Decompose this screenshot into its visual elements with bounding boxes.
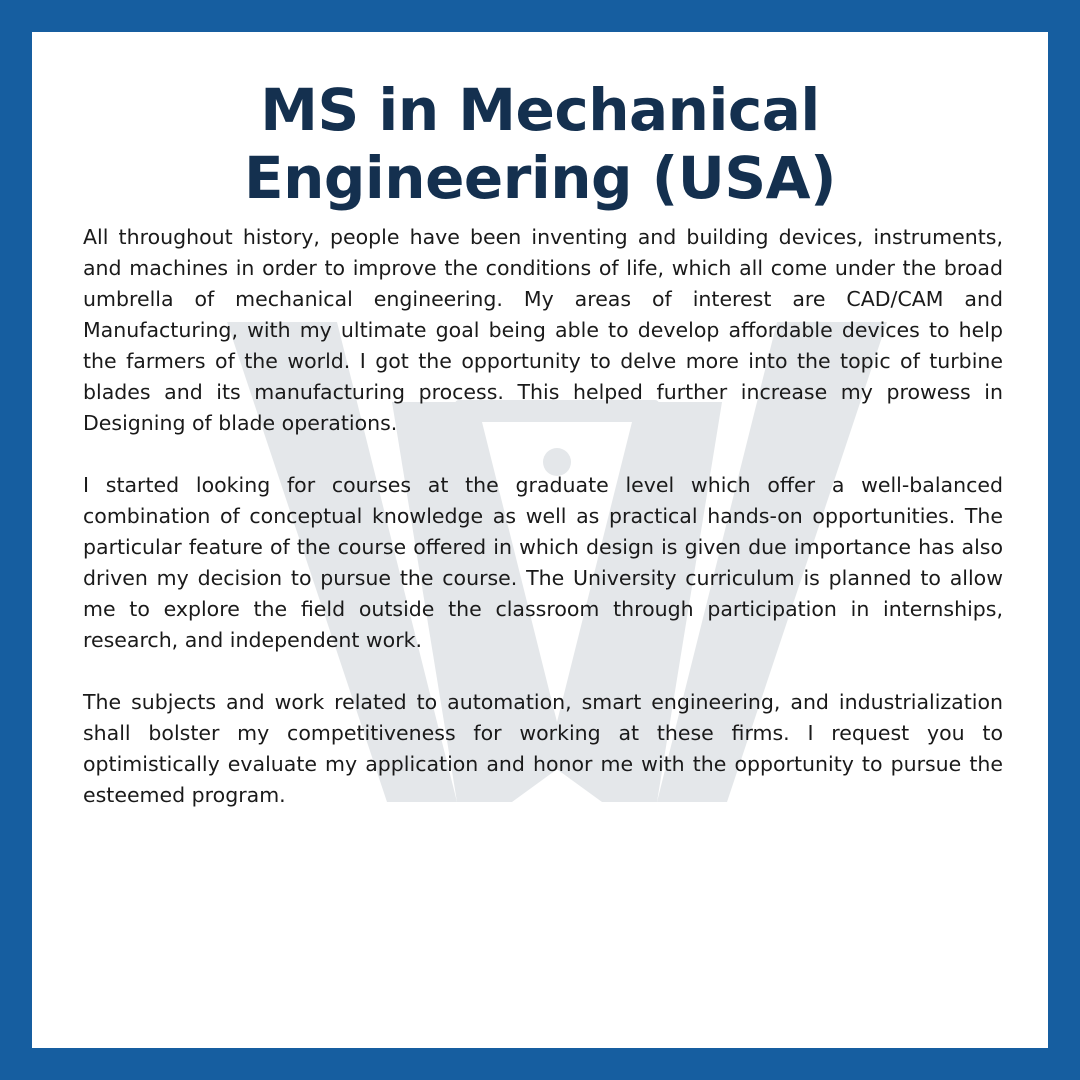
document-card bbox=[32, 32, 1048, 1048]
paragraph-1: All throughout history, people have been inventing and building devices, instruments, and machines in order to improve the conditions of life, which all come under the broad umbrella of mechanical engineering. My areas of interest are CAD/CAM and Manufacturing, with my ultimate goal being able to develop affordable devices to help the farmers of the world. I got the opportunity to delve more into the topic of turbine blades and its manufacturing process. This helped further increase my prowess in Designing of blade operations. bbox=[83, 225, 1003, 435]
paragraph-2: I started looking for courses at the graduate level which offer a well-balanced combination of conceptual knowledge as well as practical hands-on opportunities. The particular feature of the course offered in which design is given due importance has also driven my decision to pursue the course. The University curriculum is planned to allow me to explore the field outside the classroom through participation in internships, research, and independent work. bbox=[83, 473, 1003, 652]
page-title: MS in Mechanical Engineering (USA) bbox=[243, 76, 837, 212]
document-body bbox=[83, 222, 1003, 811]
paragraph-3: The subjects and work related to automation, smart engineering, and industrialization shall bolster my competitiveness for working at these firms. I request you to optimistically evaluate my application and honor me with the opportunity to pursue the esteemed program. bbox=[83, 690, 1003, 807]
